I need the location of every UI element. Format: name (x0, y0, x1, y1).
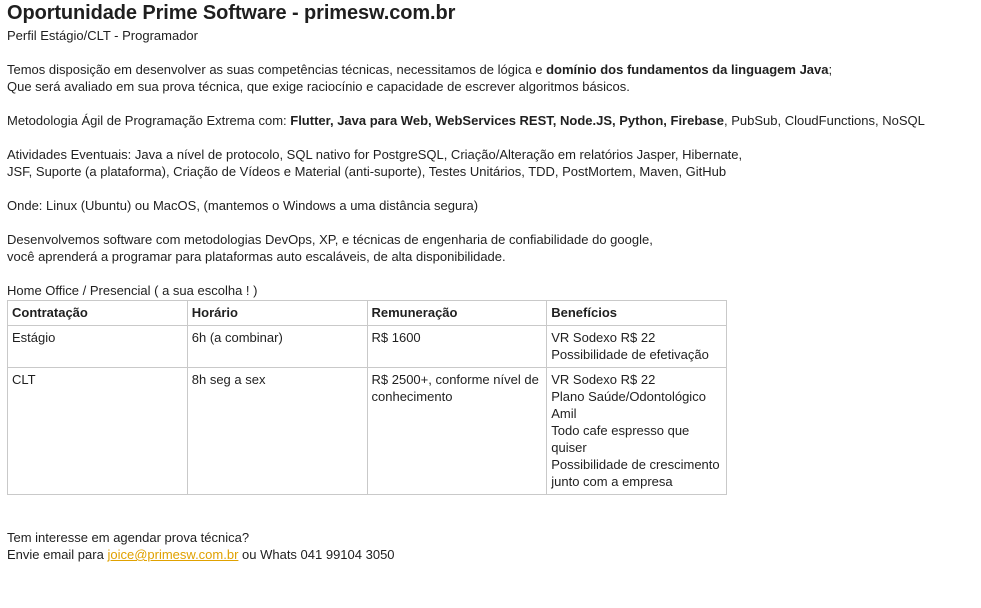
spacer (7, 95, 974, 112)
header-benefits: Benefícios (547, 301, 727, 326)
subtitle: Perfil Estágio/CLT - Programador (7, 28, 198, 43)
cell-benefits (547, 368, 727, 495)
intro-line-1-suffix: ; (828, 62, 833, 77)
activities-line-2: JSF, Suporte (a plataforma), Criação de Vídeos e Material (anti-suporte), Testes Unitários, TDD, PostMortem, Maven, GitHub (7, 164, 727, 179)
benefit-item: Possibilidade de efetivação (551, 347, 709, 362)
cell-pay: R$ 2500+, conforme nível de conhecimento (367, 368, 547, 495)
cell-pay: R$ 1600 (367, 326, 547, 368)
spacer (7, 129, 974, 146)
development-line-2: você aprenderá a programar para plataformas auto escaláveis, de alta disponibilidade. (7, 249, 506, 264)
benefit-item: Possibilidade de crescimento junto com a empresa (551, 457, 720, 489)
development-line-1: Desenvolvemos software com metodologias DevOps, XP, e técnicas de engenharia de confiabilidade do google, (7, 232, 653, 247)
spacer (7, 214, 974, 231)
header-hours: Horário (187, 301, 367, 326)
work-mode: Home Office / Presencial ( a sua escolha ! ) (7, 283, 258, 298)
cta-suffix: ou Whats 041 99104 3050 (238, 547, 395, 562)
activities-line-1: Atividades Eventuais: Java a nível de protocolo, SQL nativo for PostgreSQL, Criação/Alteração em relatórios Jasper, Hibernate, (7, 147, 743, 162)
methodology-suffix: , PubSub, CloudFunctions, NoSQL (723, 113, 925, 128)
spacer (7, 495, 974, 529)
cell-contract: CLT (8, 368, 188, 495)
spacer (7, 180, 974, 197)
where-line: Onde: Linux (Ubuntu) ou MacOS, (mantemos o Windows a uma distância segura) (7, 198, 479, 213)
cta-prefix: Envie email para (7, 547, 108, 562)
table-row (8, 326, 727, 368)
methodology-line (7, 112, 974, 129)
benefit-item: Todo cafe espresso que quiser (551, 423, 690, 455)
table-row (8, 368, 727, 495)
methodology-prefix: Metodologia Ágil de Programação Extrema com: (7, 113, 291, 128)
cell-hours: 8h seg a sex (187, 368, 367, 495)
cell-contract: Estágio (8, 326, 188, 368)
cell-hours: 6h (a combinar) (187, 326, 367, 368)
cell-benefits (547, 326, 727, 368)
intro-line-1-prefix: Temos disposição em desenvolver as suas competências técnicas, necessitamos de lógica e (7, 62, 547, 77)
benefit-item: Plano Saúde/Odontológico Amil (551, 389, 706, 421)
intro-line-2: Que será avaliado em sua prova técnica, que exige raciocínio e capacidade de escrever algoritmos básicos. (7, 79, 630, 94)
offers-table (7, 300, 727, 495)
cta-question: Tem interesse em agendar prova técnica? (7, 530, 250, 545)
table-header-row (8, 301, 727, 326)
spacer (7, 265, 974, 282)
spacer (7, 44, 974, 61)
page-title: Oportunidade Prime Software - primesw.com.br (7, 2, 456, 24)
cta-contact-line (7, 546, 974, 563)
header-pay: Remuneração (367, 301, 547, 326)
benefit-item: VR Sodexo R$ 22 (551, 372, 656, 387)
benefit-item: VR Sodexo R$ 22 (551, 330, 656, 345)
methodology-bold: Flutter, Java para Web, WebServices REST, Node.JS, Python, Firebase (290, 113, 724, 128)
intro-line-1 (7, 61, 974, 78)
header-contract: Contratação (8, 301, 188, 326)
intro-line-1-bold: domínio dos fundamentos da linguagem Java (546, 62, 829, 77)
email-link[interactable]: joice@primesw.com.br (107, 547, 239, 562)
